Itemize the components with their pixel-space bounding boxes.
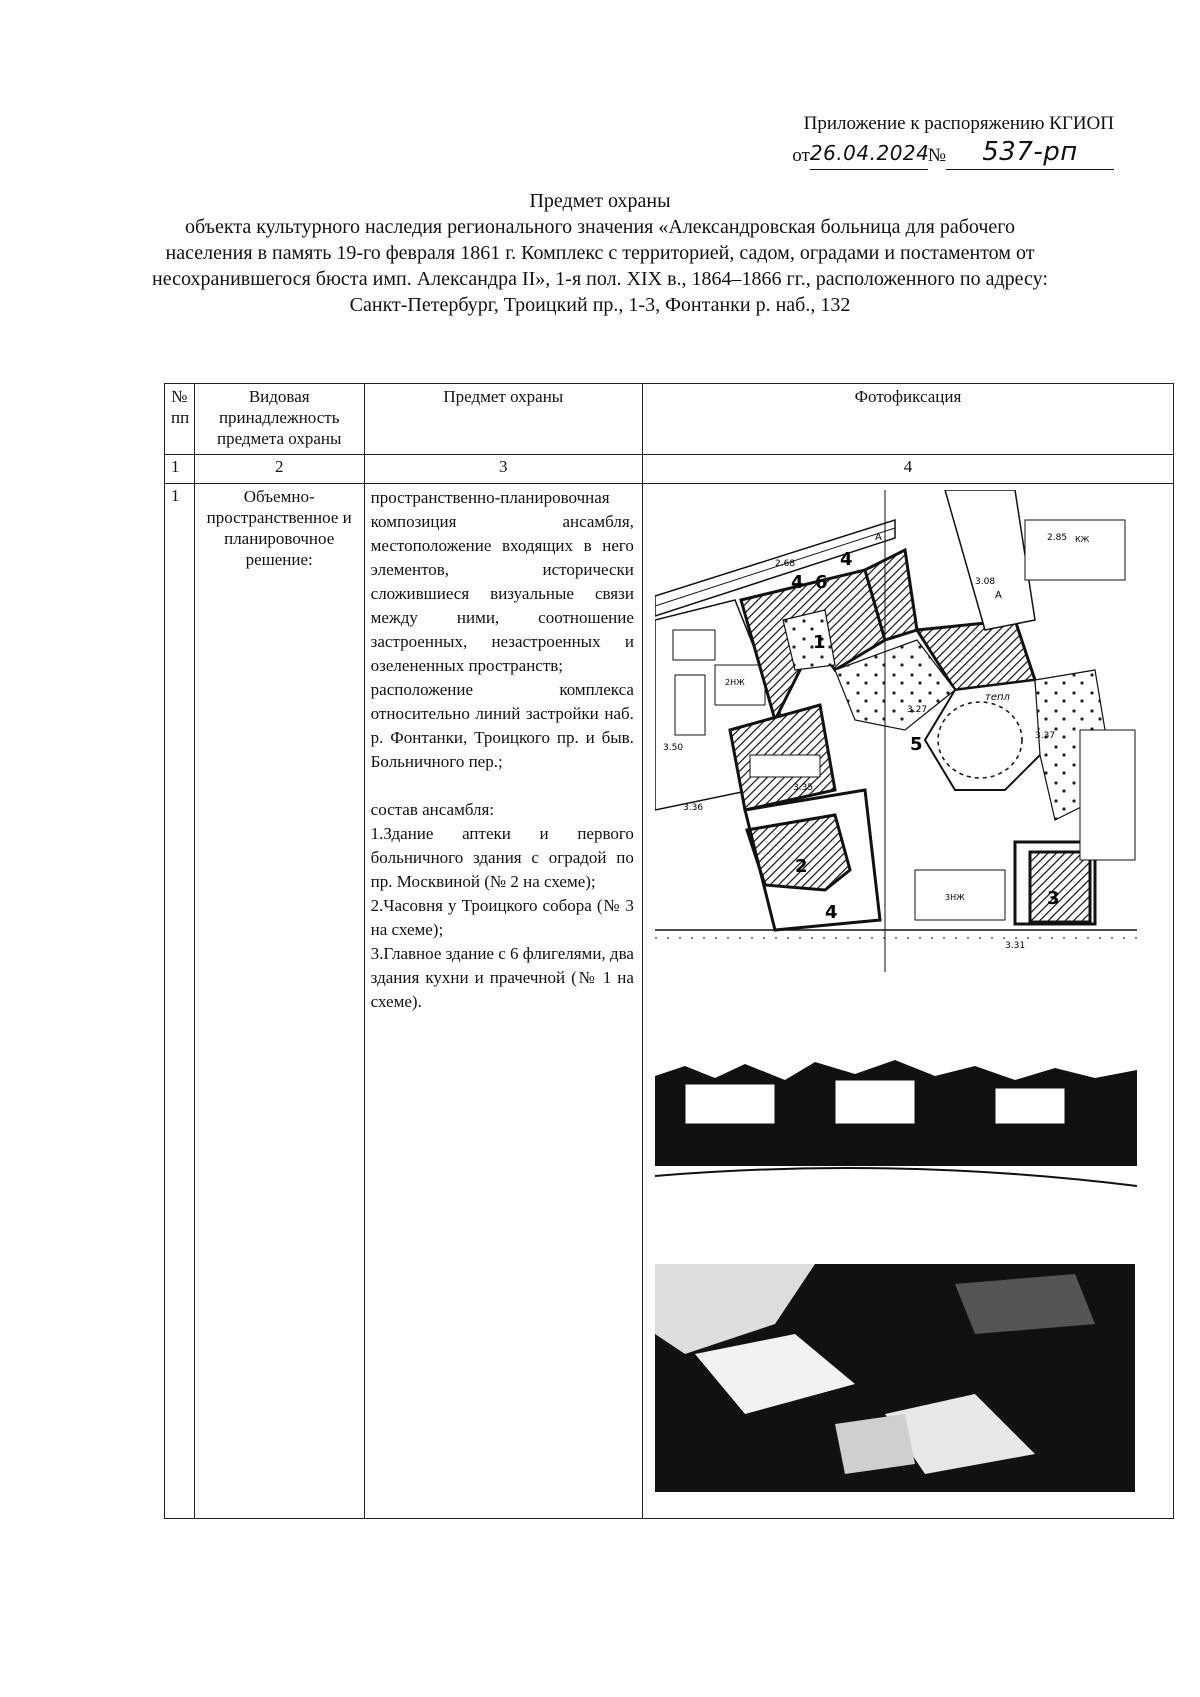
subject-paragraph: 2.Часовня у Троицкого собора (№ 3 на схеме); xyxy=(370,896,634,939)
row-type: Объемно-пространственное и планировочное решение: xyxy=(194,484,364,1519)
photo-building xyxy=(685,1084,775,1124)
map-label: 3.27 xyxy=(906,705,927,715)
aerial-photo xyxy=(655,1264,1135,1492)
map-building xyxy=(750,755,820,777)
header-photo: Фотофиксация xyxy=(642,384,1173,455)
map-label: 3.37 xyxy=(1034,731,1055,741)
appendix-header xyxy=(734,110,1114,170)
map-label: 3.08 xyxy=(974,577,995,587)
photo-trees xyxy=(955,1274,1095,1334)
map-building xyxy=(675,675,705,735)
photo-foreground xyxy=(655,1166,1137,1216)
map-label: 3.50 xyxy=(662,743,683,753)
subject-paragraph: расположение комплекса относительно линий застройки наб. р. Фонтанки, Троицкого пр. и быв. Больничного пер.; xyxy=(370,680,634,771)
date-field xyxy=(810,139,928,170)
colnum-1: 1 xyxy=(165,455,195,484)
map-building xyxy=(673,630,715,660)
row-photos xyxy=(642,484,1173,1519)
number-prefix: № xyxy=(927,145,946,166)
document-title: Предмет охраны xyxy=(529,190,671,212)
table-row xyxy=(165,484,1174,1519)
map-building xyxy=(1025,520,1125,580)
map-label: 3.31 xyxy=(1004,941,1025,951)
handwritten-date: 26.04.2024 xyxy=(809,141,930,165)
map-building-3-hatched xyxy=(1030,852,1090,922)
map-label: 4 xyxy=(790,572,804,593)
subject-paragraph: пространственно-планировочная композиция ансамбля, местоположение входящих в него элементов, исторически сложившиеся визуальные связи между ними, соотношение застроенных, незастроенных и озелененных пространств; xyxy=(370,488,634,675)
map-label: тепл xyxy=(984,692,1010,703)
map-label: 5 xyxy=(909,734,923,755)
map-label: 4 xyxy=(824,902,838,923)
from-prefix: от xyxy=(792,145,810,166)
subject-paragraph: 3.Главное здание с 6 флигелями, два здания кухни и прачечной (№ 1 на схеме). xyxy=(370,944,634,1011)
row-number: 1 xyxy=(165,484,195,1519)
map-label: 2 xyxy=(794,856,808,877)
street-photo xyxy=(655,1056,1137,1216)
row-subject xyxy=(364,484,642,1519)
map-label: 3.35 xyxy=(792,783,813,793)
colnum-4: 4 xyxy=(642,455,1173,484)
handwritten-number: 537-рп xyxy=(982,137,1078,167)
map-building xyxy=(1080,730,1135,860)
header-subject: Предмет охраны xyxy=(364,384,642,455)
map-label: 4 xyxy=(839,549,853,570)
map-label: 3 xyxy=(1046,888,1060,909)
subject-paragraph: 1.Здание аптеки и первого больничного здания с оградой по пр. Москвиной (№ 2 на схеме); xyxy=(370,824,634,891)
map-label: КЖ xyxy=(1074,535,1090,544)
photo-roof xyxy=(835,1414,915,1474)
appendix-date-number xyxy=(734,138,1114,170)
table-header-row xyxy=(165,384,1174,455)
subject-paragraph: состав ансамбля: xyxy=(370,800,495,819)
document-heading xyxy=(150,188,1050,318)
photo-street xyxy=(655,1126,1137,1166)
photo-building xyxy=(995,1088,1065,1124)
map-label: 2.85 xyxy=(1046,533,1067,543)
map-label: 6 xyxy=(814,572,828,593)
header-type: Видовая принадлежность предмета охраны xyxy=(194,384,364,455)
colnum-3: 3 xyxy=(364,455,642,484)
map-label: 2.68 xyxy=(774,559,795,569)
map-label: А xyxy=(994,590,1002,601)
protection-subject-table xyxy=(164,383,1174,1519)
map-label: 2НЖ xyxy=(724,678,745,687)
map-label: 3.36 xyxy=(682,803,703,813)
number-field xyxy=(946,138,1114,170)
photo-building xyxy=(835,1080,915,1124)
appendix-title: Приложение к распоряжению КГИОП xyxy=(803,113,1114,134)
column-number-row xyxy=(165,455,1174,484)
map-label: 3НЖ xyxy=(944,893,965,902)
header-number: № пп xyxy=(165,384,195,455)
site-plan-map xyxy=(655,490,1137,972)
map-label: 1 xyxy=(812,632,826,653)
map-label: А xyxy=(874,532,882,543)
document-subtitle: объекта культурного наследия регионального значения «Александровская больница для рабочего населения в память 19-го февраля 1861 г. Комплекс с территорией, садом, оградами и постаментом от несохранившегося бюста имп. Александра II», 1-я пол. XIX в., 1864–1866 гг., расположенного по адресу: Санкт-Петербург, Троицкий пр., 1-3, Фонтанки р. наб., 132 xyxy=(152,216,1048,316)
colnum-2: 2 xyxy=(194,455,364,484)
